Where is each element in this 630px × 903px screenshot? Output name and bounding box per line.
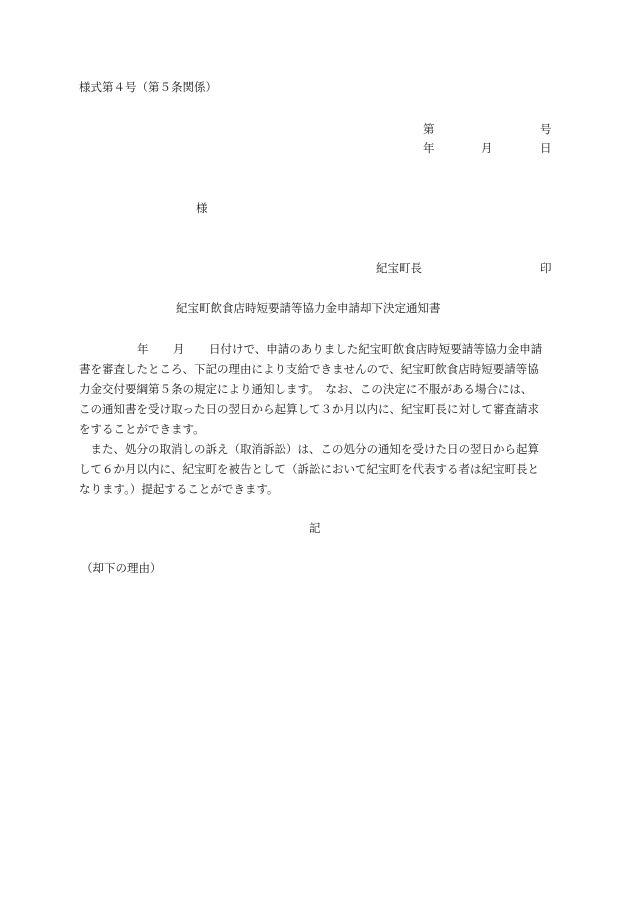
date-month: 月 — [481, 141, 493, 155]
date-day: 日 — [540, 141, 552, 155]
body-line: して６か月以内に、紀宝町を被告として（訴訟において紀宝町を代表する者は紀宝町長と — [79, 462, 539, 476]
body-line: をすることができます。 — [79, 422, 205, 436]
date-year-inline: 年 — [137, 342, 149, 356]
date-month-inline: 月 — [173, 342, 185, 356]
document-title: 紀宝町飲食店時短要請等協力金申請却下決定通知書 — [176, 301, 441, 315]
date-year: 年 — [423, 141, 435, 155]
body-line: また、処分の取消しの訴え（取消訴訟）は、この処分の通知を受けた日の翌日から起算 — [79, 442, 539, 456]
body-line: 力金交付要綱第５条の規定により通知します。 なお、この決定に不服がある場合には、 — [79, 382, 533, 396]
body-line: なります。）提起することができます。 — [79, 482, 279, 496]
doc-number-prefix: 第 — [423, 122, 435, 136]
form-label: 様式第４号（第５条関係） — [79, 80, 217, 94]
doc-number-suffix: 号 — [540, 122, 552, 136]
issuer-seal: 印 — [540, 261, 552, 275]
body-line: この通知書を受け取った日の翌日から起算して３か月以内に、紀宝町長に対して審査請求 — [79, 402, 539, 416]
addressee-suffix: 様 — [196, 201, 208, 215]
issuer-name: 紀宝町長 — [376, 261, 422, 275]
reason-label: （却下の理由） — [81, 561, 162, 575]
body-line: 書を審査したところ、下記の理由により支給できませんので、紀宝町飲食店時短要請等協 — [79, 362, 539, 376]
body-line1-text: 日付けで、申請のありました紀宝町飲食店時短要請等協力金申請 — [209, 342, 543, 356]
ki-heading: 記 — [309, 521, 321, 535]
